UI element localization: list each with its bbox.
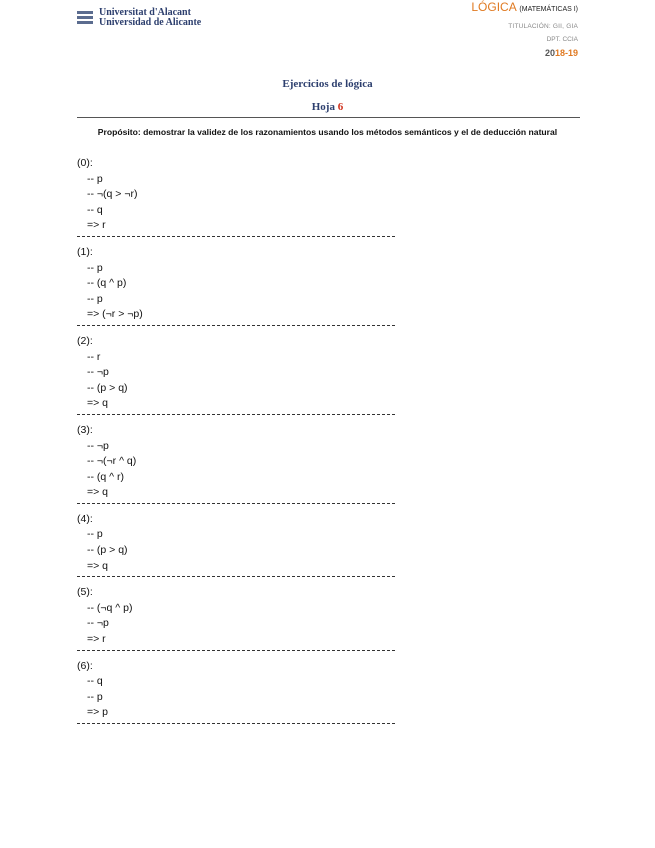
exercise-conclusion: => q xyxy=(87,559,109,572)
subject-title xyxy=(471,0,578,17)
exercise-premise: -- ¬(q > ¬r) xyxy=(87,188,138,201)
exercise-label: (0): xyxy=(77,157,93,169)
exercise-block xyxy=(77,585,407,650)
exercise-premise: -- p xyxy=(87,261,103,274)
exercise-separator xyxy=(77,503,395,504)
course-header xyxy=(471,0,578,58)
exercise-block xyxy=(77,659,407,724)
exercise-conclusion: => (¬r > ¬p) xyxy=(87,308,143,321)
exercise-list xyxy=(77,156,407,732)
sheet-number: 6 xyxy=(337,101,344,113)
sheet-heading xyxy=(0,101,655,113)
exercise-label: (3): xyxy=(77,423,93,436)
exercise-conclusion: => q xyxy=(87,486,109,499)
exercise-conclusion: => q xyxy=(87,397,109,410)
degree-line: TITULACIÓN: GII, GIA xyxy=(508,23,578,30)
exercise-premise: -- p xyxy=(87,690,103,703)
department-line: DPT. CCIA xyxy=(546,36,578,43)
academic-year xyxy=(471,48,578,58)
exercise-conclusion: => r xyxy=(87,633,106,646)
header-divider xyxy=(77,117,580,118)
exercise-separator xyxy=(77,723,395,724)
exercise-premise: -- p xyxy=(87,528,103,541)
subject-name: LÓGICA xyxy=(471,0,517,14)
university-name-ca: Universitat d'Alacant xyxy=(99,7,191,18)
exercise-premise: -- (¬q ^ p) xyxy=(87,601,133,614)
exercise-separator xyxy=(77,414,395,415)
exercise-premise: -- r xyxy=(87,350,101,363)
exercise-block xyxy=(77,512,407,577)
exercise-label: (4): xyxy=(77,512,93,525)
exercise-premise: -- (q ^ r) xyxy=(87,470,125,483)
exercise-conclusion: => p xyxy=(87,706,109,719)
year-accent: 18-19 xyxy=(554,48,578,58)
exercise-label: (5): xyxy=(77,586,93,599)
exercise-separator xyxy=(77,576,395,577)
exercise-premise: -- ¬(¬r ^ q) xyxy=(87,455,137,468)
exercise-block xyxy=(77,423,407,504)
exercise-label: (1): xyxy=(77,245,93,258)
university-emblem-icon xyxy=(77,11,93,25)
exercise-block xyxy=(77,156,407,237)
university-name-es: Universidad de Alicante xyxy=(99,17,202,28)
exercise-premise: -- p xyxy=(87,292,103,305)
exercise-premise: -- (q ^ p) xyxy=(87,277,127,290)
subject-subtitle: (MATEMÁTICAS I) xyxy=(519,6,578,13)
exercise-label: (6): xyxy=(77,659,93,672)
university-name xyxy=(99,8,201,28)
page-title: Ejercicios de lógica xyxy=(282,78,373,90)
exercise-block xyxy=(77,245,407,326)
exercise-premise: -- p xyxy=(87,172,103,185)
exercise-block xyxy=(77,334,407,415)
university-logo xyxy=(77,8,201,28)
exercise-separator xyxy=(77,650,395,651)
exercise-premise: -- ¬p xyxy=(87,366,109,379)
exercise-separator xyxy=(77,325,395,326)
exercise-premise: -- (p > q) xyxy=(87,544,128,557)
exercise-premise: -- (p > q) xyxy=(87,381,128,394)
purpose-statement: Propósito: demostrar la validez de los razonamientos usando los métodos semánticos y el de deducción natural xyxy=(97,127,558,137)
exercise-separator xyxy=(77,236,395,237)
exercise-conclusion: => r xyxy=(87,219,106,232)
exercise-premise: -- ¬p xyxy=(87,617,109,630)
sheet-label: Hoja xyxy=(311,101,335,113)
exercise-label: (2): xyxy=(77,334,93,347)
exercise-premise: -- q xyxy=(87,675,103,688)
exercise-premise: -- q xyxy=(87,203,103,216)
year-prefix: 20 xyxy=(544,48,555,58)
exercise-premise: -- ¬p xyxy=(87,439,109,452)
